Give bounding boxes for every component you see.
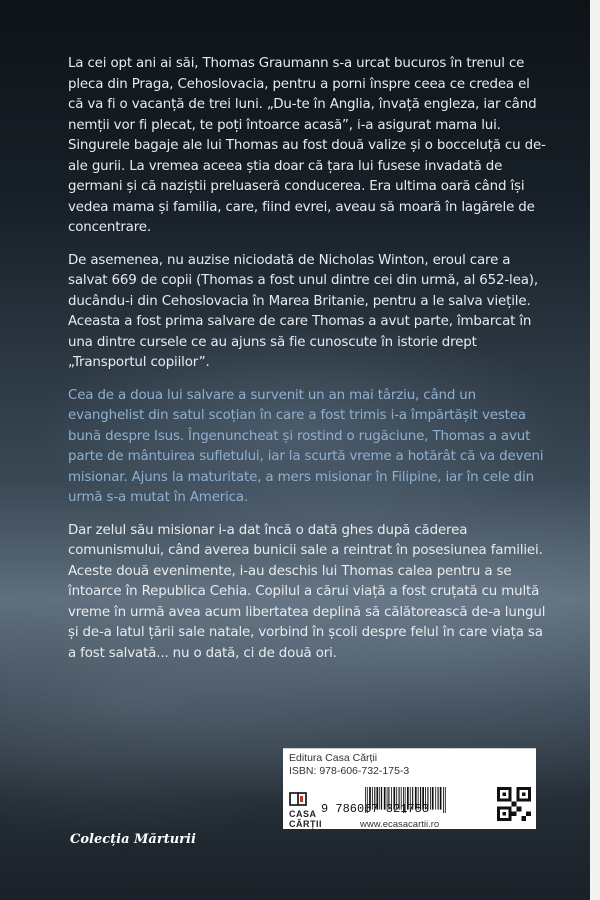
publisher-name: Editura Casa Cărții (289, 752, 378, 764)
page-edge (590, 0, 600, 900)
paragraph-3: Cea de a doua lui salvare a survenit un an mai târziu, când un evanghelist din satul scoțian în care a fost trimis i-a împărtășit vestea bună despre Isus. Îngenuncheat și rostind o rugăciune, Thomas a avut parte de mântuirea sufletului, iar la scurtă vreme a hotărât că va deveni misionar. Ajuns la maturitate, a mers misionar în Filipine, iar în cele din urmă s-a mutat în America. (68, 387, 544, 505)
barcode-digits: 9 786067 321753 (321, 802, 430, 816)
qr-code-icon (497, 787, 531, 821)
logo-line-2: CĂRȚII (289, 819, 322, 829)
paragraph-4: Dar zelul său misionar i-a dat încă o dată ghes după căderea comunismului, când averea bunicii sale a reintrat în posesiunea familiei. Aceste două evenimente, i-au deschis lui Thomas calea pentru a se întoarce în Republica Cehia. Copilul a cărui viață a fost cruțată cu multă vreme în urmă avea acum libertatea deplină să călătorească de-a lungul și de-a latul țării sale natale, vorbind în școli despre felul în care viața sa a fost salvată... nu o dată, ci de două ori. (68, 522, 546, 661)
collection-label: Colecția Mărturii (70, 832, 196, 847)
publisher-url: www.ecasacartii.ro (360, 819, 440, 830)
isbn-text: ISBN: 978-606-732-175-3 (289, 765, 410, 777)
imprint-box (283, 748, 536, 829)
paragraph-1: La cei opt ani ai săi, Thomas Graumann s-a urcat bucuros în trenul ce pleca din Praga, Cehoslovacia, pentru a porni înspre ceea ce credea el că va fi o vacanță de trei luni. „Du-te în Anglia, învață engleza, iar când nemții vor fi plecat, te poți întoarce acasă”, i-a asigurat mama lui. Singurele bagaje ale lui Thomas au fost două valize și o bocceluță cu de-ale gurii. La vremea aceea știa doar că țara lui fusese invadată de germani și că naziștii preluaseră conducerea. Era ultima oară când își vedea mama și familia, care, fiind evrei, aveau să moară în lagărele de concentrare. (68, 56, 546, 235)
paragraph-2: De asemenea, nu auzise niciodată de Nicholas Winton, eroul care a salvat 669 de copii (Thomas a fost unul dintre cei din urmă, al 652-lea), ducându-i din Cehoslovacia în Marea Britanie, pentru a le salva viețile. Aceasta a fost prima salvare de care Thomas a avut parte, îmbarcat în una dintre cursele ce au ajuns să fie cunoscute în istorie drept „Transportul copiilor”. (68, 252, 538, 370)
blurb (68, 54, 548, 676)
logo-line-1: CASA (289, 809, 317, 819)
